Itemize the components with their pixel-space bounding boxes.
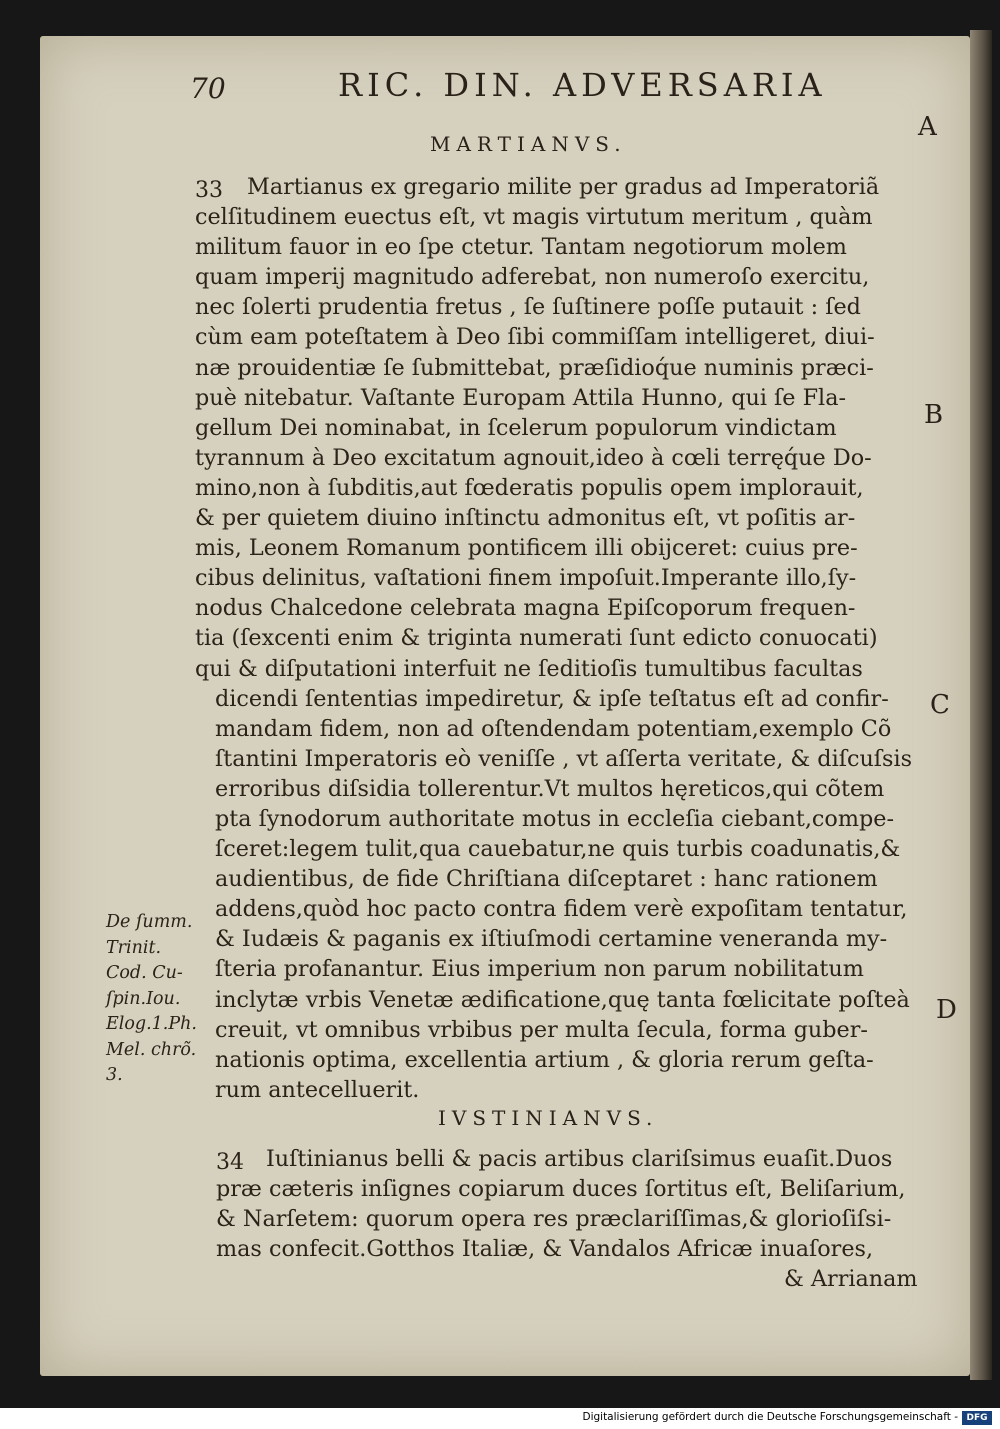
text-line: erroribus diſsidia tollerentur.Vt multos hęreticos,qui cõtem (215, 775, 885, 802)
text-line: & Iudæis & paganis ex iſtiuſmodi certamine veneranda my- (215, 926, 888, 953)
section-body-martianus (195, 172, 923, 1105)
text-line: Elog.1.Ph. (106, 1014, 197, 1034)
section-body-iustinianus (216, 1144, 931, 1294)
text-line: cùm eam poteſtatem à Deo ſibi commiſſam intelligeret, diui- (195, 324, 875, 351)
text-line: audientibus, de fide Chriſtiana diſceptaret : hanc rationem (215, 866, 878, 893)
page-number: 70 (190, 72, 226, 105)
text-line: mandam fidem, non ad oſtendendam potentiam,exemplo Cõ (215, 715, 892, 742)
text-line: rum antecelluerit. (215, 1076, 420, 1103)
text-line: cibus delinitus, vaſtationi finem impoſuit.Imperante illo,ſy- (195, 565, 857, 592)
section-title-iustinianus: IVSTINIANVS. (438, 1106, 659, 1130)
text-line: inclytæ vrbis Venetæ ædificatione,quę tanta fœlicitate poſteà (215, 986, 910, 1013)
text-line: dicendi ſententias impediretur, & ipſe teſtatus eſt ad confir- (215, 685, 889, 712)
text-line: tia (ſexcenti enim & triginta numerati ſunt edicto conuocati) (195, 625, 878, 652)
text-line: nationis optima, excellentia artium , & gloria rerum geſta- (215, 1046, 874, 1073)
margin-note (106, 910, 216, 1089)
text-line: mas confecit.Gotthos Italiæ, & Vandalos Africæ inuaſores, (216, 1236, 874, 1263)
text-line: nec ſolerti prudentia fretus , ſe ſuſtinere poſſe putauit : ſed (195, 294, 861, 321)
paragraph-number-33: 33 (195, 178, 223, 203)
section-marker-b: B (924, 400, 944, 430)
text-line: gellum Dei nominabat, in ſcelerum populorum vindictam (195, 414, 837, 441)
paragraph-number-34: 34 (216, 1150, 244, 1175)
text-line: celſitudinem euectus eſt, vt magis virtutum meritum , quàm (195, 204, 873, 231)
footer-credit: Digitalisierung gefördert durch die Deutsche Forschungsgemeinschaft - (582, 1411, 958, 1423)
text-line: & per quietem diuino inſtinctu admonitus eſt, vt poſitis ar- (195, 505, 856, 532)
text-line: ſpin.Iou. (106, 988, 181, 1009)
text-line: mis, Leonem Romanum pontificem illi obijceret: cuius pre- (195, 535, 858, 562)
text-line: ſtantini Imperatoris eò veniſſe , vt aſſerta veritate, & diſcuſsis (215, 745, 913, 772)
text-line: militum fauor in eo ſpe ctetur. Tantam negotiorum molem (195, 234, 847, 261)
text-line: nodus Chalcedone celebrata magna Epiſcoporum frequen- (195, 595, 856, 622)
text-line: creuit, vt omnibus vrbibus per multa ſecula, forma guber- (215, 1016, 868, 1043)
text-line: addens,quòd hoc pacto contra fidem verè expoſitam tentatur, (215, 896, 908, 923)
dfg-logo: DFG (962, 1411, 992, 1425)
text-line: ſceret:legem tulit,qua cauebatur,ne quis turbis coadunatis,& (215, 836, 901, 863)
text-line: ſteria profanantur. Eius imperium non parum nobilitatum (215, 956, 864, 983)
text-line: næ prouidentiæ ſe ſubmittebat, præſidioq́ue numinis præci- (195, 354, 874, 381)
text-line: tyrannum à Deo excitatum agnouit,ideo à cœli terręq́ue Do- (195, 444, 872, 471)
text-line: puè nitebatur. Vaſtante Europam Attila Hunno, qui ſe Fla- (195, 384, 847, 411)
running-header (0, 66, 1000, 112)
running-title: RIC. DIN. ADVERSARIA (338, 66, 827, 104)
section-marker-c: C (930, 690, 950, 720)
text-line: Trinit. (106, 937, 162, 958)
text-line: præ cæteris inſignes copiarum duces ſortitus eſt, Beliſarium, (216, 1176, 906, 1203)
section-marker-d: D (936, 995, 957, 1025)
text-line: Mel. chrõ. (106, 1039, 197, 1060)
text-line: mino,non à ſubditis,aut fœderatis populis opem implorauit, (195, 474, 864, 501)
text-line: 3. (106, 1065, 123, 1085)
text-line: Iuſtinianus belli & pacis artibus clariſsimus euaſit.Duos (266, 1146, 893, 1172)
digitization-footer (0, 1408, 1000, 1429)
text-line: pta ſynodorum authoritate motus in eccleſia ciebant,compe- (215, 805, 894, 832)
text-line: Cod. Cu- (106, 963, 183, 983)
text-line: quam imperij magnitudo adferebat, non numeroſo exercitu, (195, 264, 870, 291)
text-line: Martianus ex gregario milite per gradus ad Imperatoriã (247, 174, 880, 200)
text-line: qui & diſputationi interfuit ne ſeditioſis tumultibus facultas (195, 655, 863, 682)
text-line: & Arrianam (784, 1266, 918, 1293)
section-marker-a: A (918, 112, 937, 142)
page-edge (970, 30, 992, 1380)
text-line: & Narſetem: quorum opera res præclariſſimas,& glorioſiſsi- (216, 1206, 892, 1233)
text-line: De ſumm. (106, 912, 193, 932)
section-title-martianus: MARTIANVS. (430, 132, 627, 156)
